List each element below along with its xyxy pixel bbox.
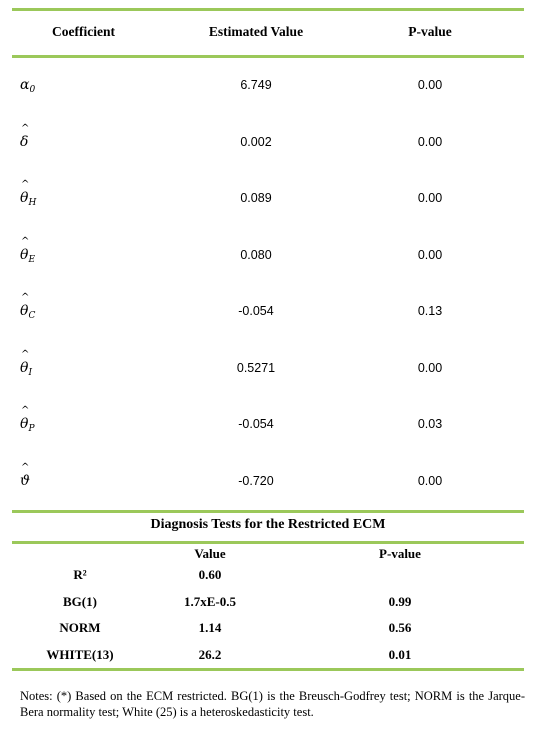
estimated-value: 0.5271: [236, 361, 276, 375]
header-estimated-value: Estimated Value: [208, 24, 304, 39]
header-p-value: P-value: [408, 24, 452, 39]
estimated-value: 0.080: [240, 248, 272, 262]
coefficient-letter: ^ θ: [20, 303, 28, 319]
estimated-value: -0.054: [238, 304, 274, 318]
coefficient-symbol: [20, 77, 35, 93]
diagnosis-test-name: NORM: [59, 620, 101, 635]
diagnosis-top-rule: [12, 510, 524, 513]
coefficient-symbol: [20, 360, 32, 376]
diagnosis-value: 0.60: [198, 567, 222, 582]
diagnosis-header-p-value: P-value: [379, 546, 421, 561]
p-value: 0.00: [417, 248, 443, 262]
top-rule: [12, 8, 524, 11]
diagnosis-test-name: BG(1): [63, 594, 97, 609]
coefficient-letter: ^ ϑ: [20, 473, 30, 489]
header-coefficient: Coefficient: [52, 24, 115, 39]
p-value: 0.00: [417, 191, 443, 205]
diagnosis-header-value: Value: [194, 546, 226, 561]
coefficient-subscript: C: [28, 311, 36, 321]
coefficient-symbol: [20, 134, 28, 150]
diagnosis-p-value: 0.56: [388, 620, 412, 635]
coefficient-symbol: [20, 416, 35, 432]
diagnosis-p-value: 0.99: [388, 594, 412, 609]
coefficient-symbol: [20, 303, 35, 319]
coefficient-letter: ^ θ: [20, 360, 28, 376]
diagnosis-value: 26.2: [198, 647, 222, 662]
estimated-value: -0.720: [238, 474, 274, 488]
p-value: 0.00: [417, 78, 443, 92]
diagnosis-p-value: 0.01: [388, 647, 412, 662]
diagnosis-title: Diagnosis Tests for the Restricted ECM: [150, 517, 386, 532]
p-value: 0.03: [417, 417, 443, 431]
p-value: 0.00: [417, 135, 443, 149]
diagnosis-value: 1.7xE-0.5: [184, 594, 236, 609]
coefficient-subscript: I: [28, 368, 32, 378]
diagnosis-title-rule: [12, 541, 524, 544]
coefficient-subscript: P: [28, 424, 35, 434]
coefficient-letter: ^ θ: [20, 190, 28, 206]
estimated-value: 6.749: [240, 78, 272, 92]
p-value: 0.00: [417, 474, 443, 488]
estimated-value: -0.054: [238, 417, 274, 431]
coefficient-symbol: [20, 190, 36, 206]
coefficient-subscript: H: [28, 198, 37, 208]
coefficient-subscript: 0: [29, 85, 36, 95]
coefficient-letter: ^ δ: [20, 134, 28, 150]
diagnosis-test-name: WHITE(13): [46, 647, 114, 662]
estimated-value: 0.089: [240, 191, 272, 205]
coefficient-letter: α: [20, 77, 30, 93]
p-value: 0.00: [417, 361, 443, 375]
coefficient-subscript: E: [28, 255, 36, 265]
coefficient-symbol: [20, 473, 30, 489]
coefficient-letter: ^ θ: [20, 416, 28, 432]
diagnosis-test-name: R²: [73, 567, 87, 582]
diagnosis-value: 1.14: [198, 620, 222, 635]
estimated-value: 0.002: [240, 135, 272, 149]
coefficient-symbol: [20, 247, 35, 263]
coefficient-letter: ^ θ: [20, 247, 28, 263]
table-notes: Notes: (*) Based on the ECM restricted. BG(1) is the Breusch-Godfrey test; NORM is the Jarque-Bera normality test; White (25) is a heteroskedasticity test.: [20, 689, 525, 719]
header-rule: [12, 55, 524, 58]
diagnosis-bottom-rule: [12, 668, 524, 671]
p-value: 0.13: [417, 304, 443, 318]
